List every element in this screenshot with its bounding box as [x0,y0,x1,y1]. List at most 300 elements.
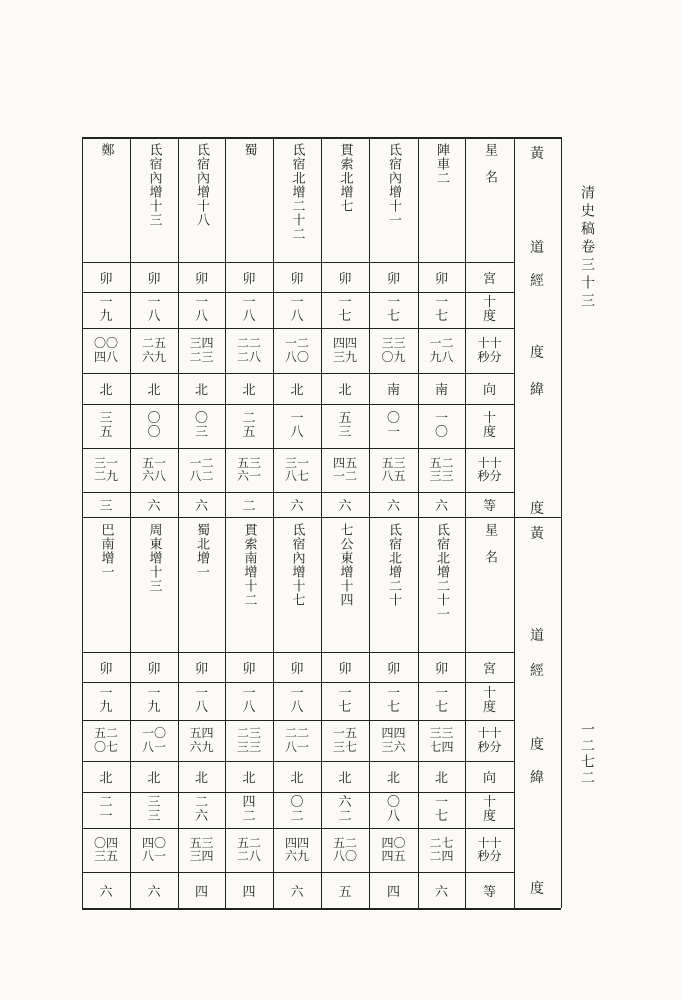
value: 五 [338,884,352,900]
value: 六 二 [338,794,352,824]
star-name: 鄭 [98,143,114,157]
cell-gong [225,652,273,682]
value: 一 八 [290,685,304,715]
cell-gong [82,262,130,292]
cell-name [178,517,225,652]
cell-deng [273,492,321,517]
two-line-value: 十十 秒分 [477,835,502,863]
value: 卯 [242,661,256,677]
cell-wei_du [225,792,273,828]
two-line-value: 二七 二四 [429,835,454,863]
header-deng [465,872,514,908]
two-line-value: 三四 二三 [189,336,214,364]
value: 卯 [338,271,352,287]
header-wei_fm [465,448,514,492]
cell-gong [321,262,369,292]
cell-fenmiao [321,720,369,761]
cell-name [273,517,321,652]
header-wei_du [465,404,514,448]
cell-deng [130,492,178,517]
value: 北 [194,771,208,786]
header-xiang [465,373,514,404]
cell-fenmiao [225,720,273,761]
two-line-value: 一二 九八 [429,336,454,364]
value: 二 一 [99,794,113,824]
cell-deng [418,492,465,517]
value: 四 [242,884,256,900]
star-name: 七公東增十四 [337,523,353,607]
cell-deng [82,872,130,908]
two-line-value: 五三 六一 [236,455,261,483]
star-name: 氐宿內增十三 [146,143,162,227]
two-line-value: 四五 一二 [332,455,357,483]
star-name: 巴南增一 [98,523,114,579]
header-deng [465,492,514,517]
cell-deng [321,492,369,517]
value: 〇 一 [386,410,400,440]
cell-fenmiao [130,720,178,761]
cell-du [82,292,130,328]
cell-name [369,137,418,262]
two-line-value: 二三 三三 [236,726,261,754]
value: 一 九 [147,685,161,715]
value: 一 七 [338,294,352,324]
cell-fenmiao [82,328,130,373]
cell-deng [82,492,130,517]
value: 卯 [194,271,208,287]
cell-wei_fm [225,828,273,872]
cell-wei_du [82,404,130,448]
cell-wei_du [130,404,178,448]
cell-wei_du [273,792,321,828]
value: 一 八 [194,685,208,715]
cell-wei_fm [130,448,178,492]
two-line-value: 三一 八七 [284,455,309,483]
cell-xiang [225,761,273,792]
cell-xiang [273,373,321,404]
value: 二 五 [242,410,256,440]
value: 卯 [386,661,400,677]
value: 六 [434,884,448,900]
two-line-value: 一二 八二 [189,455,214,483]
cell-fenmiao [178,720,225,761]
header-du [465,292,514,328]
value: 〇 八 [386,794,400,824]
two-line-value: 二二 二八 [236,336,261,364]
value: 北 [194,383,208,398]
cell-name [418,517,465,652]
cell-fenmiao [369,720,418,761]
cell-du [130,682,178,720]
value: 北 [242,771,256,786]
side-label: 經 [530,663,544,679]
two-line-value: 一〇 八一 [141,726,166,754]
page-number: 一二七二 [579,722,595,786]
value: 北 [147,771,161,786]
side-label: 黃 [530,146,544,162]
cell-name [82,137,130,262]
cell-wei_fm [82,448,130,492]
value: 一 九 [99,294,113,324]
table-right-rule [561,137,562,908]
value: 六 [290,884,304,900]
cell-deng [178,492,225,517]
value: 六 [386,499,400,514]
header-gong [465,262,514,292]
two-line-value: 五二 二八 [236,835,261,863]
section-rule [82,908,561,909]
cell-du [82,682,130,720]
value: 北 [242,383,256,398]
value: 一 七 [386,685,400,715]
value: 卯 [99,661,113,677]
header-name [465,137,514,262]
cell-xiang [225,373,273,404]
value: 北 [99,383,113,398]
cell-fenmiao [178,328,225,373]
value: 卯 [338,661,352,677]
cell-name [369,517,418,652]
value: 北 [434,771,448,786]
value: 三 [99,499,113,514]
cell-xiang [369,761,418,792]
value: 卯 [386,271,400,287]
cell-du [178,682,225,720]
cell-fenmiao [418,720,465,761]
cell-deng [321,872,369,908]
value: 卯 [434,271,448,287]
value: 向 [482,771,496,786]
side-label: 度 [530,345,544,361]
value: 一 七 [434,294,448,324]
cell-wei_du [273,404,321,448]
value: 北 [290,771,304,786]
cell-fenmiao [130,328,178,373]
cell-gong [225,262,273,292]
header-wei_du [465,792,514,828]
value: 一 八 [147,294,161,324]
cell-du [369,292,418,328]
value: 六 [290,499,304,514]
two-line-value: 三三 七四 [429,726,454,754]
value: 宮 [482,271,496,287]
two-line-value: 五三 三四 [189,835,214,863]
two-line-value: 一五 三七 [332,726,357,754]
cell-du [225,682,273,720]
cell-wei_fm [321,828,369,872]
value: 卯 [434,661,448,677]
star-name: 氐宿北增二十一 [434,523,449,621]
value: 一 七 [434,685,448,715]
star-name: 陣車二 [434,143,449,185]
header-label: 星名 [482,143,497,197]
side-label: 道 [530,240,544,256]
cell-du [418,682,465,720]
header-gong [465,652,514,682]
cell-du [418,292,465,328]
side-label: 度 [530,737,544,753]
cell-xiang [273,761,321,792]
cell-xiang [82,373,130,404]
value: 等 [482,884,496,900]
cell-deng [369,872,418,908]
cell-xiang [418,761,465,792]
cell-deng [225,492,273,517]
cell-fenmiao [273,720,321,761]
cell-name [178,137,225,262]
cell-name [273,137,321,262]
cell-gong [369,262,418,292]
cell-gong [178,652,225,682]
star-name: 氐宿北增二十 [386,523,401,607]
side-label: 度 [530,881,544,897]
value: 六 [338,499,352,514]
star-name: 氐宿內增十七 [289,523,305,607]
two-line-value: 二五 六九 [141,336,166,364]
two-line-value: 一二 八〇 [284,336,309,364]
cell-du [273,292,321,328]
value: 十 度 [482,410,496,440]
value: 二 六 [194,794,208,824]
side-label: 黃 [530,526,544,542]
value: 一 七 [386,294,400,324]
value: 北 [338,383,352,398]
value: 〇 三 [194,410,208,440]
header-fenmiao [465,328,514,373]
margin-title: 清史稿卷三十三 [579,185,595,311]
cell-gong [321,652,369,682]
two-line-value: 三三 〇九 [381,336,406,364]
value: 四 二 [242,794,256,824]
value: 二 [242,499,256,514]
two-line-value: 三一 二九 [93,455,118,483]
cell-name [225,137,273,262]
header-label: 星名 [482,523,497,577]
value: 十 度 [482,794,496,824]
cell-wei_fm [418,828,465,872]
cell-gong [418,652,465,682]
cell-wei_fm [418,448,465,492]
cell-xiang [418,373,465,404]
two-line-value: 五四 六九 [189,726,214,754]
cell-xiang [130,761,178,792]
cell-fenmiao [225,328,273,373]
two-line-value: 四四 六九 [284,835,309,863]
value: 三 五 [99,410,113,440]
value: 卯 [194,661,208,677]
value: 四 [194,884,208,900]
value: 四 [386,884,400,900]
side-label: 緯 [530,770,544,786]
header-du [465,682,514,720]
star-name: 氐宿內增十八 [194,143,209,227]
value: 一 九 [99,685,113,715]
star-name: 蜀北增一 [194,523,209,579]
star-name: 貫索南增十二 [241,523,257,607]
header-wei_fm [465,828,514,872]
two-line-value: 十十 秒分 [477,726,502,754]
value: 南 [386,383,400,398]
value: 十 度 [482,294,496,324]
header-name [465,517,514,652]
two-line-value: 二二 八一 [284,726,309,754]
value: 北 [290,383,304,398]
two-line-value: 五二 三三 [429,455,454,483]
cell-gong [273,262,321,292]
cell-wei_du [369,404,418,448]
cell-name [321,517,369,652]
two-line-value: 五一 六八 [141,455,166,483]
cell-deng [130,872,178,908]
cell-wei_du [418,792,465,828]
cell-wei_fm [82,828,130,872]
cell-gong [130,262,178,292]
cell-wei_fm [321,448,369,492]
value: 卯 [290,661,304,677]
value: 卯 [147,271,161,287]
value: 卯 [242,271,256,287]
cell-wei_fm [178,828,225,872]
two-line-value: 五二 〇七 [93,726,118,754]
value: 一 〇 [434,410,448,440]
value: 三 三 [147,794,161,824]
two-line-value: 五二 八〇 [332,835,357,863]
value: 北 [147,383,161,398]
cell-deng [369,492,418,517]
cell-name [82,517,130,652]
cell-gong [369,652,418,682]
two-line-value: 五三 八五 [381,455,406,483]
two-line-value: 四四 三六 [381,726,406,754]
cell-gong [273,652,321,682]
cell-xiang [82,761,130,792]
two-line-value: 〇四 三五 [93,835,118,863]
value: 六 [99,884,113,900]
cell-gong [130,652,178,682]
two-line-value: 四四 三九 [332,336,357,364]
cell-name [130,517,178,652]
value: 一 八 [242,685,256,715]
value: 一 八 [194,294,208,324]
value: 北 [386,771,400,786]
cell-wei_fm [178,448,225,492]
value: 〇 二 [290,794,304,824]
cell-wei_du [130,792,178,828]
cell-xiang [178,761,225,792]
value: 向 [482,383,496,398]
cell-du [178,292,225,328]
value: 〇 〇 [147,410,161,440]
value: 卯 [99,271,113,287]
cell-gong [82,652,130,682]
value: 卯 [147,661,161,677]
cell-wei_du [178,404,225,448]
cell-wei_fm [225,448,273,492]
cell-du [130,292,178,328]
cell-fenmiao [418,328,465,373]
cell-name [418,137,465,262]
side-label: 緯 [530,382,544,398]
cell-name [225,517,273,652]
cell-deng [418,872,465,908]
cell-xiang [178,373,225,404]
cell-du [321,292,369,328]
value: 一 八 [290,410,304,440]
cell-fenmiao [321,328,369,373]
cell-du [225,292,273,328]
value: 宮 [482,661,496,677]
cell-wei_fm [130,828,178,872]
cell-deng [225,872,273,908]
two-line-value: 十十 秒分 [477,455,502,483]
value: 十 度 [482,685,496,715]
cell-xiang [369,373,418,404]
star-name: 周東增十三 [146,523,162,593]
cell-wei_du [321,792,369,828]
side-label: 度 [530,501,544,517]
cell-name [321,137,369,262]
value: 卯 [290,271,304,287]
cell-wei_du [369,792,418,828]
side-label: 道 [530,628,544,644]
star-name: 蜀 [241,143,257,157]
cell-wei_du [225,404,273,448]
cell-du [369,682,418,720]
cell-wei_fm [369,448,418,492]
two-line-value: 四〇 八一 [141,835,166,863]
cell-wei_fm [369,828,418,872]
value: 一 七 [338,685,352,715]
cell-fenmiao [82,720,130,761]
cell-wei_du [178,792,225,828]
cell-wei_du [82,792,130,828]
star-name: 氐宿北增二十二 [289,143,305,241]
two-line-value: 〇〇 四八 [93,336,118,364]
star-name: 氐宿內增十一 [386,143,401,227]
cell-xiang [321,761,369,792]
two-line-value: 四〇 四五 [381,835,406,863]
header-xiang [465,761,514,792]
cell-du [321,682,369,720]
cell-deng [273,872,321,908]
value: 六 [194,499,208,514]
cell-wei_du [321,404,369,448]
cell-gong [178,262,225,292]
star-name: 貫索北增七 [337,143,353,213]
two-line-value: 十十 秒分 [477,336,502,364]
value: 等 [482,499,496,514]
value: 六 [147,884,161,900]
cell-fenmiao [273,328,321,373]
cell-wei_fm [273,828,321,872]
cell-du [273,682,321,720]
column-rule [514,137,515,908]
cell-wei_du [418,404,465,448]
cell-deng [178,872,225,908]
cell-fenmiao [369,328,418,373]
value: 北 [99,771,113,786]
cell-gong [418,262,465,292]
header-fenmiao [465,720,514,761]
value: 北 [338,771,352,786]
value: 一 八 [242,294,256,324]
cell-xiang [321,373,369,404]
cell-name [130,137,178,262]
value: 五 三 [338,410,352,440]
value: 六 [434,499,448,514]
value: 六 [147,499,161,514]
cell-wei_fm [273,448,321,492]
